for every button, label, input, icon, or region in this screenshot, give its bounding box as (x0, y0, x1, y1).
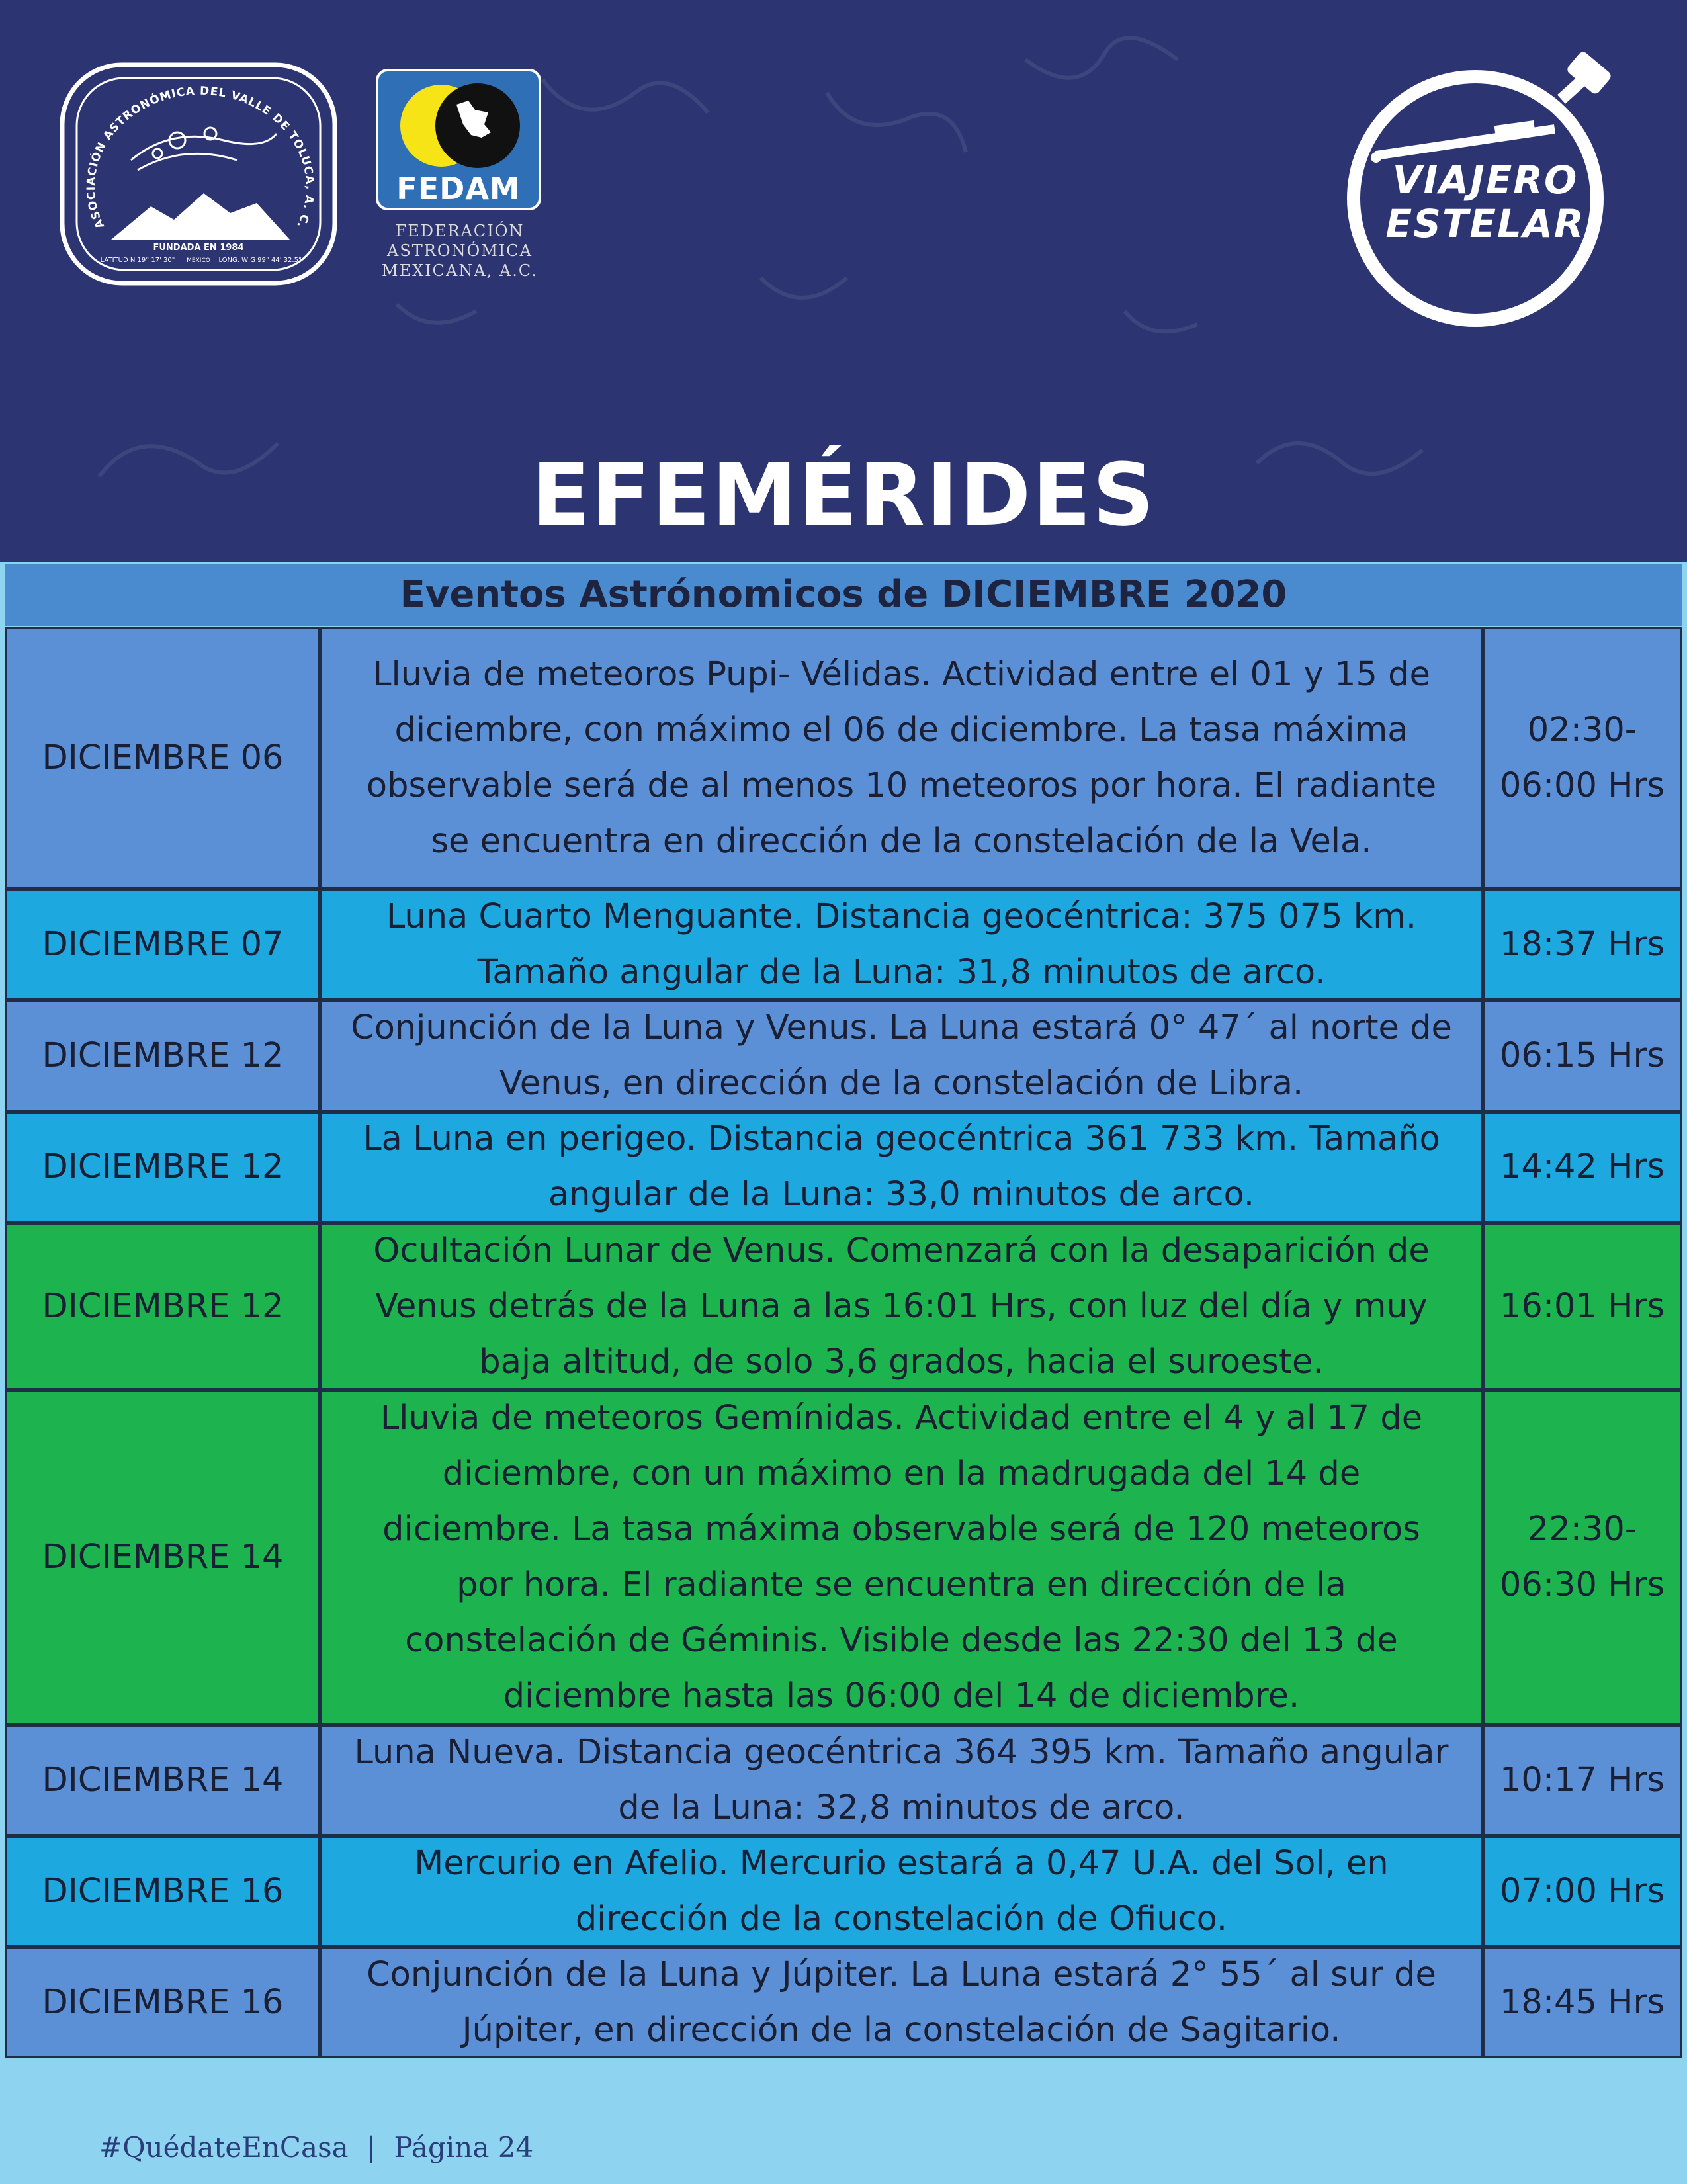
viajero-line-2: ESTELAR (1385, 201, 1585, 246)
event-date: DICIEMBRE 14 (5, 1390, 320, 1725)
event-time (1483, 1836, 1682, 1947)
event-description-line: Lluvia de meteoros Gemínidas. Actividad entre el 4 y al 17 de (380, 1399, 1423, 1438)
fedam-sub-line-1: FEDERACIÓN (395, 222, 525, 240)
event-time (1483, 627, 1682, 889)
asoc-ring-text: ASOCIACIÓN ASTRONÓMICA DEL VALLE DE TOLUCA, A. C. (84, 84, 317, 231)
event-time-line: 10:17 Hrs (1499, 1761, 1665, 1800)
event-description-line: baja altitud, de solo 3,6 grados, hacia el suroeste. (479, 1342, 1324, 1381)
event-date: DICIEMBRE 12 (5, 1112, 320, 1223)
page-footer (99, 2131, 533, 2163)
event-time (1483, 1390, 1682, 1725)
event-date: DICIEMBRE 06 (5, 627, 320, 889)
viajero-line-1: VIAJERO (1392, 157, 1579, 202)
event-row (5, 1390, 1682, 1725)
event-time-line: 16:01 Hrs (1499, 1286, 1665, 1326)
event-time (1483, 1112, 1682, 1223)
event-description (320, 1000, 1483, 1112)
event-time (1483, 1000, 1682, 1112)
fedam-sub-line-3: MEXICANA, A.C. (381, 261, 539, 280)
event-description (320, 627, 1483, 889)
event-description-line: Conjunción de la Luna y Venus. La Luna estará 0° 47´ al norte de (351, 1008, 1452, 1047)
asoc-founded: FUNDADA EN 1984 (153, 243, 244, 253)
event-time-line: 18:37 Hrs (1499, 925, 1665, 964)
page-title: EFEMÉRIDES (531, 445, 1156, 545)
event-time-line: 22:30- (1527, 1510, 1637, 1549)
event-time (1483, 1947, 1682, 2058)
header-banner (0, 0, 1687, 562)
event-description-line: se encuentra en dirección de la constelación de la Vela. (431, 822, 1372, 861)
footer-page-number: Página 24 (394, 2131, 534, 2163)
event-description-line: de la Luna: 32,8 minutos de arco. (618, 1788, 1185, 1827)
event-description-line: diciembre, con un máximo en la madrugada del 14 de (442, 1454, 1361, 1493)
event-row (5, 1725, 1682, 1836)
event-description-line: observable será de al menos 10 meteoros por hora. El radiante (366, 766, 1437, 805)
event-description (320, 1223, 1483, 1390)
event-time-line: 06:15 Hrs (1499, 1036, 1665, 1075)
event-description (320, 1947, 1483, 2058)
event-description-line: Venus, en dirección de la constelación de Libra. (499, 1064, 1304, 1103)
event-time-line: 02:30- (1527, 711, 1637, 750)
event-description-line: diciembre. La tasa máxima observable será de 120 meteoros (382, 1510, 1420, 1549)
event-date: DICIEMBRE 16 (5, 1836, 320, 1947)
event-description-line: Luna Cuarto Menguante. Distancia geocéntrica: 375 075 km. (386, 897, 1417, 936)
asoc-place: MEXICO (187, 257, 210, 264)
footer-separator: | (367, 2131, 376, 2163)
event-time-line: 07:00 Hrs (1499, 1872, 1665, 1911)
event-description-line: Mercurio en Afelio. Mercurio estará a 0,47 U.A. del Sol, en (414, 1844, 1389, 1883)
event-description-line: Tamaño angular de la Luna: 31,8 minutos de arco. (477, 953, 1326, 992)
event-time-line: 06:30 Hrs (1499, 1565, 1665, 1604)
event-description-line: Ocultación Lunar de Venus. Comenzará con la desaparición de (373, 1231, 1430, 1270)
event-description-line: Júpiter, en dirección de la constelación de Sagitario. (462, 2011, 1341, 2050)
event-description-line: angular de la Luna: 33,0 minutos de arco. (548, 1175, 1255, 1214)
event-date: DICIEMBRE 07 (5, 889, 320, 1000)
event-description-line: diciembre, con máximo el 06 de diciembre. La tasa máxima (394, 711, 1408, 750)
event-description (320, 1112, 1483, 1223)
event-time-line: 06:00 Hrs (1499, 766, 1665, 805)
event-row (5, 627, 1682, 889)
event-date: DICIEMBRE 12 (5, 1223, 320, 1390)
fedam-sub-line-2: ASTRONÓMICA (387, 241, 533, 260)
event-row (5, 1000, 1682, 1112)
event-row (5, 1223, 1682, 1390)
fedam-word: FEDAM (396, 171, 521, 206)
event-row (5, 889, 1682, 1000)
footer-hashtag: #QuédateEnCasa (99, 2131, 349, 2163)
event-time-line: 14:42 Hrs (1499, 1147, 1665, 1186)
table-subtitle: Eventos Astrónomicos de DICIEMBRE 2020 (5, 564, 1682, 626)
event-description-line: La Luna en perigeo. Distancia geocéntrica 361 733 km. Tamaño (363, 1119, 1440, 1158)
viajero-estelar-logo (1330, 40, 1634, 337)
fedam-logo (370, 64, 549, 288)
event-time (1483, 1223, 1682, 1390)
event-row (5, 1947, 1682, 2058)
event-description-line: dirección de la constelación de Ofiuco. (575, 1900, 1228, 1939)
event-date: DICIEMBRE 12 (5, 1000, 320, 1112)
event-row (5, 1112, 1682, 1223)
event-description (320, 889, 1483, 1000)
event-description-line: constelación de Géminis. Visible desde las 22:30 del 13 de (405, 1621, 1398, 1660)
asoc-latitude: LATITUD N 19° 17' 30" (100, 257, 175, 264)
event-time (1483, 1725, 1682, 1836)
event-row (5, 1836, 1682, 1947)
event-time-line: 18:45 Hrs (1499, 1983, 1665, 2022)
event-description-line: Conjunción de la Luna y Júpiter. La Luna estará 2° 55´ al sur de (367, 1955, 1436, 1994)
event-date: DICIEMBRE 16 (5, 1947, 320, 2058)
event-description-line: Venus detrás de la Luna a las 16:01 Hrs, con luz del día y muy (375, 1286, 1428, 1326)
event-description (320, 1836, 1483, 1947)
event-date: DICIEMBRE 14 (5, 1725, 320, 1836)
event-description (320, 1390, 1483, 1725)
event-description-line: Luna Nueva. Distancia geocéntrica 364 395 km. Tamaño angular (354, 1733, 1449, 1772)
event-description-line: diciembre hasta las 06:00 del 14 de diciembre. (503, 1677, 1300, 1716)
event-time (1483, 889, 1682, 1000)
event-description-line: Lluvia de meteoros Pupi- Vélidas. Actividad entre el 01 y 15 de (372, 655, 1430, 694)
event-description-line: por hora. El radiante se encuentra en dirección de la (456, 1565, 1346, 1604)
event-description (320, 1725, 1483, 1836)
asoc-longitude: LONG. W G 99° 44' 32.5" (218, 257, 302, 264)
asociacion-logo (58, 61, 339, 287)
